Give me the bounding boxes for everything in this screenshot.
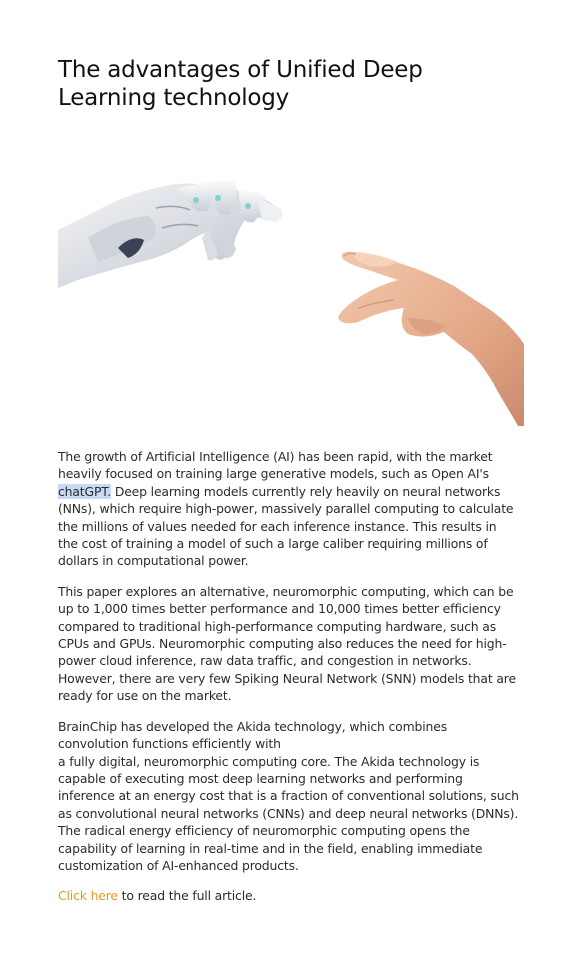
paragraph-4 [58, 887, 520, 904]
paragraph-4-text: to read the full article. [117, 888, 257, 904]
hero-image [58, 168, 524, 426]
paragraph-1 [58, 448, 520, 570]
paragraph-3 [58, 718, 520, 875]
read-article-link[interactable]: Click here [58, 888, 118, 904]
robot-hand-icon [58, 180, 282, 288]
paragraph-1-text-a: The growth of Artificial Intelligence (AI) has been rapid, with the market heavily focused on training large generative models, such as Open AI's [58, 449, 493, 482]
paragraph-3-line-1: BrainChip has developed the Akida technology, which combines convolution functions efficiently with [58, 718, 448, 752]
article-title: The advantages of Unified Deep Learning technology [58, 57, 423, 111]
article-body [58, 448, 520, 918]
paragraph-1-text-b: Deep learning models currently rely heavily on neural networks (NNs), which require high-power, massively parallel computing to calculate the millions of values needed for each inference instance. This results in the cost of training a model of such a large caliber requiring millions of dollars in computational power. [58, 483, 514, 569]
paragraph-3-line-2: a fully digital, neuromorphic computing core. The Akida technology is capable of executing most deep learning networks and performing inference at an energy cost that is a fraction of conventional solutions, such as convolutional neural networks (CNNs) and deep neural networks (DNNs). The radical energy efficiency of neuromorphic computing opens the capability of learning in real-time and in the field, enabling immediate customization of AI-enhanced products. [58, 753, 519, 873]
paragraph-2: This paper explores an alternative, neuromorphic computing, which can be up to 1,000 times better performance and 10,000 times better efficiency compared to traditional high-performance computing hardware, such as CPUs and GPUs. Neuromorphic computing also reduces the need for high-power cloud inference, raw data traffic, and congestion in networks. However, there are very few Spiking Neural Network (SNN) models that are ready for use on the market. [58, 583, 516, 704]
highlighted-term: chatGPT. [58, 483, 112, 499]
human-hand-icon [338, 252, 524, 426]
